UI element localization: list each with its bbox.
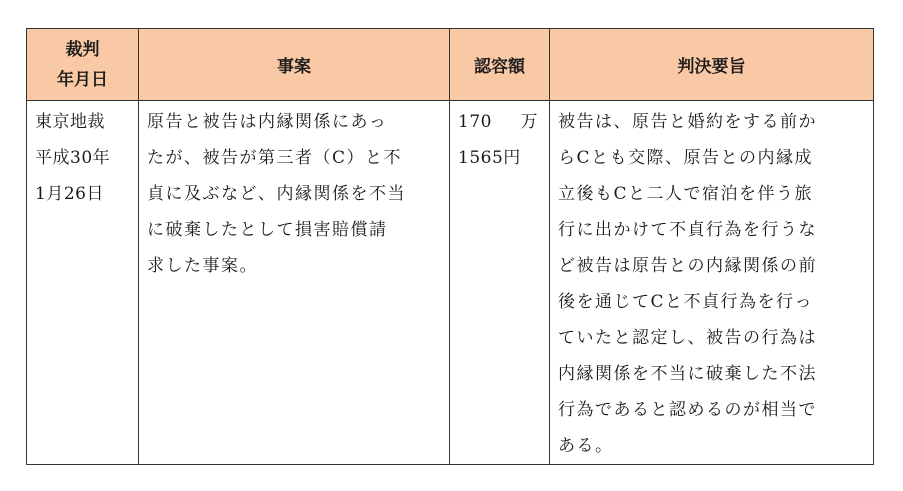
case-line: たが、被告が第三者（C）と不: [147, 148, 403, 168]
date-line: 東京地裁: [35, 112, 105, 132]
summary-line: らCとも交際、原告との内縁成: [558, 148, 814, 168]
case-line: 求した事案。: [147, 256, 258, 276]
summary-line: 被告は、原告と婚約をする前か: [558, 112, 817, 132]
case-line: 貞に及ぶなど、内縁関係を不当: [147, 184, 406, 204]
cell-amount: [450, 101, 550, 465]
case-table: [26, 28, 874, 465]
summary-line: 行為であると認めるのが相当で: [558, 400, 817, 420]
summary-line: ど被告は原告との内縁関係の前: [558, 256, 817, 276]
date-line: 1月26日: [35, 184, 104, 204]
summary-line: 行に出かけて不貞行為を行うな: [558, 220, 817, 240]
header-date-line2: 年月日: [57, 69, 108, 90]
header-row: [27, 29, 874, 101]
header-date-line1: 裁判: [65, 39, 100, 60]
cell-summary: [550, 101, 874, 465]
case-line: 原告と被告は内縁関係にあっ: [147, 112, 388, 132]
header-summary: 判決要旨: [550, 29, 874, 101]
summary-line: ある。: [558, 436, 614, 456]
header-case: 事案: [139, 29, 450, 101]
table-row: [27, 101, 874, 465]
summary-line: 後を通じてCと不貞行為を行っ: [558, 292, 814, 312]
cell-judgment-date: [27, 101, 139, 465]
header-amount: 認容額: [450, 29, 550, 101]
cell-case: [139, 101, 450, 465]
summary-line: 内縁関係を不当に破棄した不法: [558, 364, 817, 384]
amount-line2: 1565円: [458, 148, 521, 168]
case-line: に破棄したとして損害賠償請: [147, 220, 388, 240]
amount-part1: 170: [458, 112, 492, 132]
amount-part2: 万: [520, 112, 538, 132]
date-line: 平成30年: [35, 148, 111, 168]
header-judgment-date: [27, 29, 139, 101]
summary-line: ていたと認定し、被告の行為は: [558, 328, 817, 348]
amount-line1: [458, 104, 538, 140]
summary-line: 立後もCと二人で宿泊を伴う旅: [558, 184, 814, 204]
